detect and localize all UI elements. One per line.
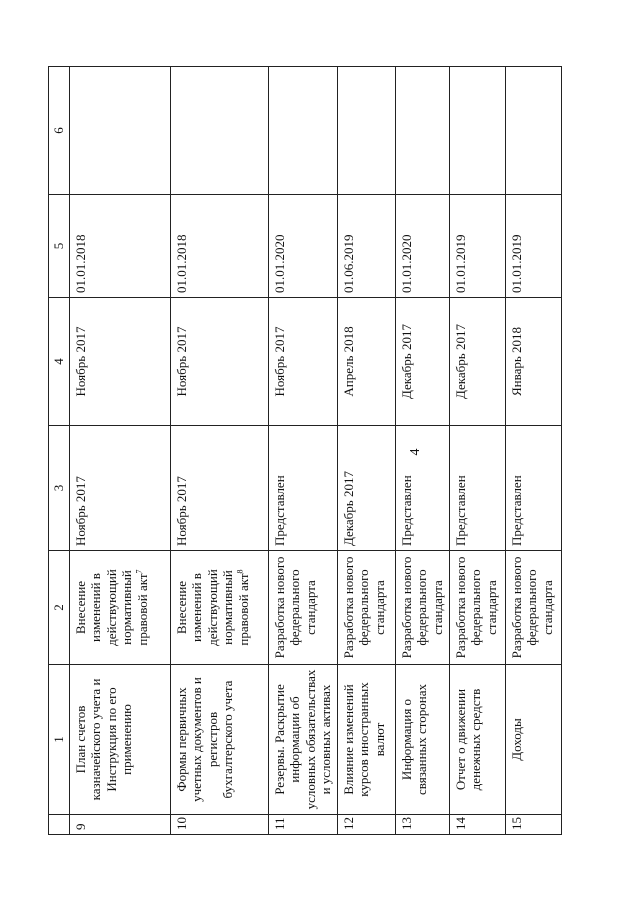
header-cell-6: 6: [49, 67, 70, 195]
row-number-text: 9: [72, 823, 88, 830]
note: [69, 67, 170, 195]
approval-date: [170, 298, 268, 426]
submission-date-text: Декабрь 2017: [340, 471, 356, 546]
action-type: [170, 551, 268, 665]
submission-date: [505, 426, 561, 551]
header-cell-num: [49, 815, 70, 835]
action-type-text: Разработка нового федерального стандарта: [452, 556, 499, 659]
row-number: [395, 815, 449, 835]
row-number-text: 15: [508, 817, 524, 830]
effective-date: [268, 195, 337, 298]
row-number-text: 10: [173, 817, 189, 830]
approval-date-text: Апрель 2018: [340, 326, 356, 397]
approval-date-text: Декабрь 2017: [398, 324, 414, 399]
action-type-text: Внесение изменений в действующий нормативный правовой акт: [72, 569, 150, 646]
footnote-ref: 7: [134, 569, 144, 574]
approval-date: [69, 298, 170, 426]
approval-date-text: Ноябрь 2017: [72, 326, 88, 397]
effective-date-text: 01.01.2019: [508, 234, 524, 293]
effective-date: [69, 195, 170, 298]
action-type: [268, 551, 337, 665]
submission-date-text: Представлен: [508, 475, 524, 546]
approval-date: [449, 298, 505, 426]
header-cell-4: 4: [49, 298, 70, 426]
note: [505, 67, 561, 195]
standard-name: [337, 665, 395, 815]
header-cell-1: 1: [49, 665, 70, 815]
effective-date-text: 01.01.2020: [398, 234, 414, 293]
action-type-text: Разработка нового федерального стандарта: [271, 556, 318, 659]
effective-date: [395, 195, 449, 298]
note: [170, 67, 268, 195]
note: [337, 67, 395, 195]
submission-date: [268, 426, 337, 551]
standard-name-text: Информация о связанных сторонах: [398, 683, 429, 796]
submission-date-text: Представлен: [271, 475, 287, 546]
approval-date-text: Ноябрь 2017: [271, 326, 287, 397]
table-row: [505, 67, 561, 835]
standard-name: [268, 665, 337, 815]
footnote-ref: 8: [235, 569, 245, 574]
header-cell-5: 5: [49, 195, 70, 298]
note: [395, 67, 449, 195]
approval-date-text: Декабрь 2017: [452, 324, 468, 399]
approval-date: [337, 298, 395, 426]
submission-date-text: Представлен: [398, 475, 414, 546]
submission-date-text: Ноябрь 2017: [173, 476, 189, 546]
standard-name: [69, 665, 170, 815]
note: [268, 67, 337, 195]
header-cell-3: 3: [49, 426, 70, 551]
row-number: [170, 815, 268, 835]
action-type: [449, 551, 505, 665]
approval-date: [395, 298, 449, 426]
approval-date-text: Ноябрь 2017: [173, 326, 189, 397]
action-type: [395, 551, 449, 665]
row-number: [337, 815, 395, 835]
row-number-text: 11: [271, 817, 287, 830]
submission-date: [449, 426, 505, 551]
submission-date: [170, 426, 268, 551]
action-type-text: Разработка нового федерального стандарта: [340, 556, 387, 659]
action-type: [505, 551, 561, 665]
header-cell-2: 2: [49, 551, 70, 665]
table-row: [69, 67, 170, 835]
effective-date-text: 01.01.2018: [173, 234, 189, 293]
submission-date-text: Ноябрь 2017: [72, 476, 88, 546]
standard-name-text: План счетов казначейского учета и Инструкция по его применению: [72, 678, 134, 801]
effective-date-text: 01.01.2019: [452, 234, 468, 293]
action-type-text: Разработка нового федерального стандарта: [508, 556, 555, 659]
effective-date-text: 01.06.2019: [340, 234, 356, 293]
table-row: [170, 67, 268, 835]
standards-table: [48, 66, 562, 835]
row-number: [268, 815, 337, 835]
effective-date: [505, 195, 561, 298]
action-type-text: Разработка нового федерального стандарта: [398, 556, 445, 659]
row-number: [69, 815, 170, 835]
standard-name-text: Доходы: [508, 718, 524, 761]
row-number-text: 13: [398, 817, 414, 830]
action-type-text: Внесение изменений в действующий нормативный правовой акт: [173, 569, 251, 646]
standard-name: [449, 665, 505, 815]
action-type: [69, 551, 170, 665]
effective-date: [170, 195, 268, 298]
table-row: [449, 67, 505, 835]
submission-date: [69, 426, 170, 551]
table-row: [268, 67, 337, 835]
submission-date: [337, 426, 395, 551]
submission-date: [395, 426, 449, 551]
approval-date-text: Январь 2018: [508, 326, 524, 397]
row-number: [449, 815, 505, 835]
submission-date-text: Представлен: [452, 475, 468, 546]
effective-date-text: 01.01.2018: [72, 234, 88, 293]
table-row: [395, 67, 449, 835]
header-row: [49, 67, 70, 835]
standard-name: [395, 665, 449, 815]
note: [449, 67, 505, 195]
row-number: [505, 815, 561, 835]
row-number-text: 14: [452, 817, 468, 830]
effective-date: [337, 195, 395, 298]
row-number-text: 12: [340, 817, 356, 830]
effective-date-text: 01.01.2020: [271, 234, 287, 293]
approval-date: [505, 298, 561, 426]
effective-date: [449, 195, 505, 298]
standard-name: [170, 665, 268, 815]
standard-name-text: Резервы. Раскрытие информации об условных обязательствах и условных активах: [271, 669, 333, 810]
standard-name-text: Формы первичных учетных документов и регистров бухгалтерского учета: [173, 677, 235, 802]
standard-name-text: Влияние изменений курсов иностранных валют: [340, 682, 387, 797]
standard-name: [505, 665, 561, 815]
page-number: 4: [408, 448, 423, 456]
action-type: [337, 551, 395, 665]
approval-date: [268, 298, 337, 426]
table-row: [337, 67, 395, 835]
standard-name-text: Отчет о движении денежных средств: [452, 688, 483, 791]
